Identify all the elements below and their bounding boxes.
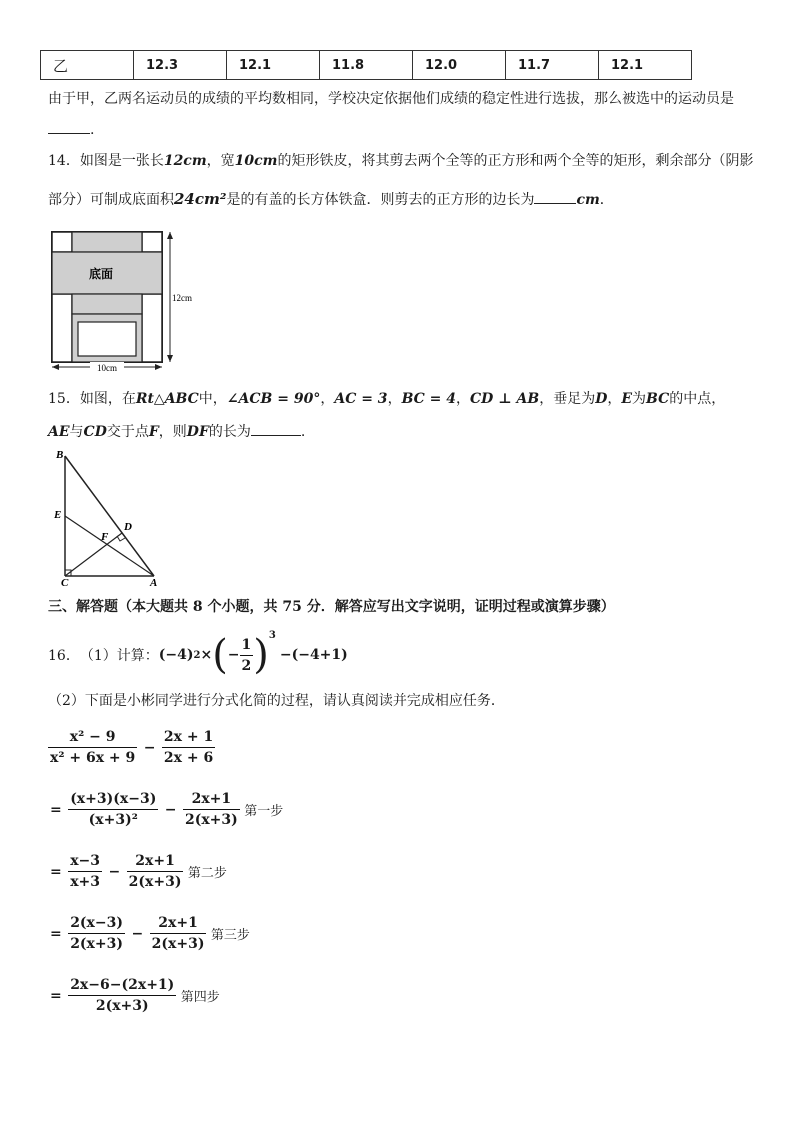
expression-original: [48, 727, 215, 768]
fraction-numerator: x−3: [68, 851, 102, 872]
minus-sign: −: [131, 925, 144, 942]
arrow-head-icon: [167, 355, 173, 362]
fraction-denominator: 2x + 6: [163, 750, 214, 766]
label-a: A: [150, 577, 158, 588]
q14-figure: [44, 226, 204, 374]
q13-text: 由于甲，乙两名运动员的成绩的平均数相同，学校决定依据他们成绩的稳定性进行选拔，那么被选中的运动员是: [48, 91, 734, 107]
table-cell: 12.3: [134, 51, 227, 80]
q14-text: 如图是一张长: [79, 153, 164, 169]
equals-sign: =: [50, 925, 62, 942]
period: .: [300, 424, 306, 440]
label-b: B: [56, 449, 64, 461]
arrow-head-icon: [167, 232, 173, 239]
table-cell: 12.1: [599, 51, 692, 80]
table-cell: 12.0: [413, 51, 506, 80]
q15-text: ，则: [158, 424, 187, 440]
fraction-numerator: 2(x−3): [68, 913, 125, 934]
calc-fraction: [240, 635, 254, 676]
score-table: [40, 50, 692, 80]
arrow-head-icon: [52, 364, 59, 370]
segment-cd: CD: [83, 424, 107, 440]
length-value: 12cm: [163, 153, 207, 169]
fraction-denominator: 2(x+3): [128, 874, 182, 890]
point-f: F: [148, 424, 159, 440]
step-label: 第一步: [244, 804, 284, 819]
q14-text: 是的有盖的长方体铁盒．则剪去的正方形的边长为: [226, 192, 535, 208]
q15-text: 的长为: [208, 424, 251, 440]
step-4: [48, 975, 220, 1016]
triangle-name: Rt△ABC: [135, 391, 199, 407]
fraction-numerator: 2x+1: [150, 913, 207, 934]
answer-blank: [48, 119, 90, 134]
calc-base: (−4): [158, 647, 194, 663]
area-value: 24cm²: [174, 190, 227, 208]
fraction-numerator: 2x + 1: [162, 727, 215, 748]
q15-text: 与: [69, 424, 84, 440]
q14-text: 的矩形铁皮，将其剪去两个全等的正方形和两个全等的矩形，剩余部分（阴影: [277, 153, 754, 169]
point-e: E: [621, 391, 633, 407]
segment-ae-line: [65, 516, 154, 576]
cut-rectangle: [142, 294, 162, 362]
side-ab: [65, 456, 154, 576]
equals-sign: =: [50, 987, 62, 1004]
fraction-numerator: 2x+1: [183, 789, 240, 810]
table-cell: 11.7: [506, 51, 599, 80]
section-title: 三、解答题（本大题共 8 个小题，共 75 分．解答应写出文字说明，证明过程或演算步骤）: [48, 599, 615, 615]
q15-text: 交于点: [106, 424, 149, 440]
fraction-denominator: 2: [241, 657, 252, 674]
cut-square: [52, 232, 72, 252]
cut-square: [142, 232, 162, 252]
paren-right: ): [253, 632, 269, 678]
table-cell: 12.1: [227, 51, 320, 80]
question-number: 14．: [48, 153, 80, 169]
fraction: [68, 851, 102, 892]
fraction: [183, 789, 240, 830]
equals-sign: =: [50, 801, 62, 818]
calc-tail: −(−4+1): [279, 647, 348, 663]
label-c: C: [61, 577, 69, 588]
q14-line1: [48, 151, 753, 171]
ac-length: AC = 3: [334, 391, 388, 407]
segment-df: DF: [186, 424, 209, 440]
equals-sign: =: [50, 863, 62, 880]
arrow-head-icon: [155, 364, 162, 370]
fraction-denominator: x+3: [70, 874, 101, 890]
perpendicular-condition: CD ⊥ AB: [470, 391, 540, 407]
point-d: D: [595, 391, 608, 407]
period: ．: [599, 192, 614, 208]
segment-ae: AE: [48, 424, 70, 440]
part2-text: （2）下面是小彬同学进行分式化简的过程，请认真阅读并完成相应任务．: [48, 693, 505, 709]
fraction: [48, 727, 137, 768]
unit: cm: [576, 192, 600, 208]
q15-line2: [48, 421, 305, 442]
q14-line2: [48, 189, 614, 210]
minus-sign: −: [108, 863, 121, 880]
label-d: D: [124, 521, 132, 533]
fraction-denominator: 2(x+3): [151, 936, 205, 952]
shaded-side: [72, 294, 142, 314]
bc-length: BC = 4: [401, 391, 457, 407]
part1-label: （1）计算：: [79, 648, 159, 664]
period: .: [90, 122, 95, 138]
minus-sign: −: [227, 647, 240, 663]
step-1: [48, 789, 283, 830]
answer-blank: [251, 421, 301, 436]
fraction: [162, 727, 215, 768]
calc-exponent: 3: [268, 630, 276, 641]
right-angle-mark-d: [117, 536, 125, 541]
label-e: E: [54, 509, 62, 521]
times-sign: ×: [200, 647, 213, 663]
question-number: 15．: [48, 391, 80, 407]
minus-sign: −: [164, 801, 177, 818]
step-3: [48, 913, 250, 954]
step-2: [48, 851, 227, 892]
paren-left: (: [212, 632, 228, 678]
q15-figure: [50, 448, 170, 588]
q14-text: 部分）可制成底面积: [48, 192, 174, 208]
fraction-denominator: 2(x+3): [70, 936, 123, 952]
q15-text: 为: [632, 391, 647, 407]
segment-bc: BC: [646, 391, 670, 407]
q15-text: 中，: [198, 391, 227, 407]
fraction: [68, 789, 158, 830]
q13-answer-line: [48, 119, 94, 140]
fraction-numerator: x² − 9: [48, 727, 137, 748]
q15-text: 的中点，: [669, 391, 726, 407]
fraction: [68, 913, 125, 954]
calc-exponent: 2: [193, 649, 201, 661]
table-cell: 11.8: [320, 51, 413, 80]
width-value: 10cm: [234, 153, 278, 169]
cut-rectangle: [52, 294, 72, 362]
question-number: 16．: [48, 648, 80, 664]
q14-text: ，宽: [206, 153, 235, 169]
q15-text: ，垂足为: [539, 391, 596, 407]
q16-part1: [48, 630, 348, 680]
fraction: [127, 851, 184, 892]
minus-sign: −: [143, 739, 156, 756]
segment-cd-line: [65, 533, 122, 576]
q15-line1: 15．如图，在Rt△ABC中，∠ACB = 90°，AC = 3，BC = 4，CD ⊥ AB，垂足为D，E为BC的中点，: [48, 391, 726, 407]
q15-text: 如图，在: [79, 391, 136, 407]
fraction-numerator: 2x−6−(2x+1): [68, 975, 176, 996]
fraction-denominator: 2(x+3): [184, 812, 238, 828]
fraction-numerator: 1: [240, 635, 254, 656]
shaded-top: [72, 232, 142, 252]
step-label: 第二步: [187, 866, 227, 881]
answer-blank: [534, 189, 576, 204]
step-label: 第三步: [210, 928, 250, 943]
fraction-numerator: 2x+1: [127, 851, 184, 872]
fraction-denominator: x² + 6x + 9: [50, 750, 136, 766]
fraction: [150, 913, 207, 954]
label-f: F: [101, 531, 109, 543]
base-label: 底面: [88, 267, 114, 281]
lid-inner: [78, 322, 136, 356]
fraction-numerator: (x+3)(x−3): [68, 789, 158, 810]
step-label: 第四步: [180, 990, 220, 1005]
angle-condition: ∠ACB = 90°: [226, 391, 321, 407]
height-label: 12cm: [172, 293, 192, 303]
table-row: [41, 51, 692, 80]
fraction-denominator: 2(x+3): [95, 998, 149, 1014]
fraction: [68, 975, 176, 1016]
width-label: 10cm: [97, 363, 117, 373]
row-label: 乙: [41, 51, 134, 80]
fraction-denominator: (x+3)²: [88, 812, 138, 828]
